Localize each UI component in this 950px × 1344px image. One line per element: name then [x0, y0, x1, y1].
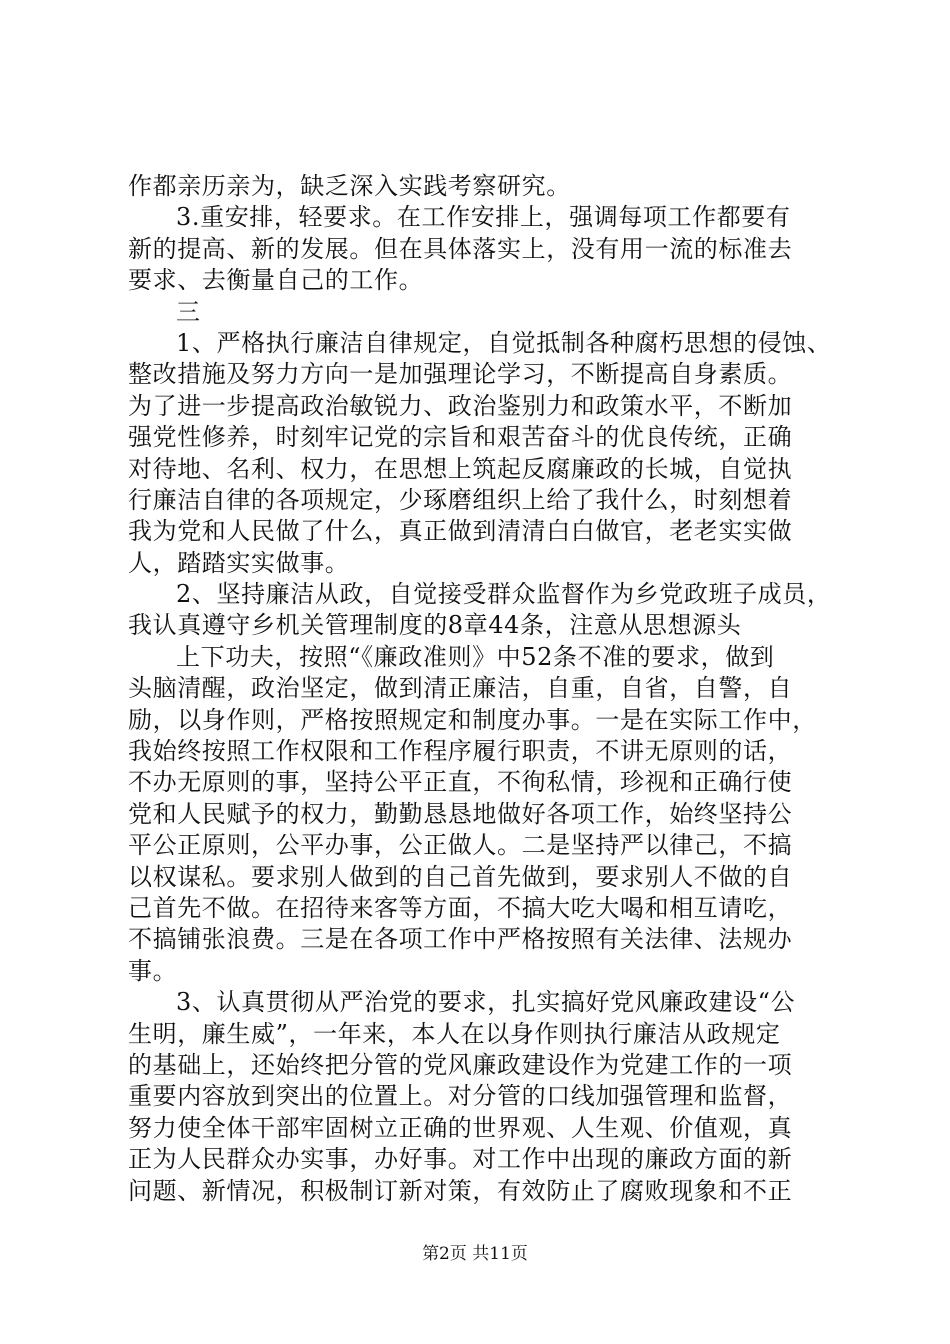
text-line: 1、严格执行廉洁自律规定，自觉抵制各种腐朽思想的侵蚀、: [176, 328, 832, 357]
text-line: 行廉洁自律的各项规定，少琢磨组织上给了我什么，时刻想着: [128, 485, 793, 514]
text-line: 我认真遵守乡机关管理制度的8章44条，注意从思想源头: [128, 611, 742, 640]
document-body: [128, 171, 858, 1207]
text-line: 问题、新情况，积极制订新对策，有效防止了腐败现象和不正: [128, 1176, 793, 1205]
text-line: 对待地、名利、权力，在思想上筑起反腐廉政的长城，自觉执: [128, 454, 793, 483]
text-line: 事。: [128, 956, 178, 985]
text-line: 新的提高、新的发展。但在具体落实上，没有用一流的标准去: [128, 234, 793, 263]
text-line: 励，以身作则，严格按照规定和制度办事。一是在实际工作中，: [128, 705, 817, 734]
text-line: 以权谋私。要求别人做到的自己首先做到，要求别人不做的自: [128, 862, 793, 891]
text-line: 为了进一步提高政治敏锐力、政治鉴别力和政策水平，不断加: [128, 391, 793, 420]
text-line: 3、认真贯彻从严治党的要求，扎实搞好党风廉政建设“公: [176, 988, 796, 1017]
text-line: 3.重安排，轻要求。在工作安排上，强调每项工作都要有: [176, 203, 791, 232]
text-line: 头脑清醒，政治坚定，做到清正廉洁，自重，自省，自警，自: [128, 674, 793, 703]
text-line: 的基础上，还始终把分管的党风廉政建设作为党建工作的一项: [128, 1050, 793, 1079]
text-line: 平公正原则，公平办事，公正做人。二是坚持严以律己，不搞: [128, 831, 793, 860]
text-line: 要求、去衡量自己的工作。: [128, 266, 424, 295]
text-line: 重要内容放到突出的位置上。对分管的口线加强管理和监督，: [128, 1082, 793, 1111]
text-line: 我为党和人民做了什么，真正做到清清白白做官，老老实实做: [128, 517, 793, 546]
text-line: 不办无原则的事，坚持公平正直，不徇私情，珍视和正确行使: [128, 768, 793, 797]
page-footer: 第2页 共11页: [422, 1244, 528, 1264]
text-line: 生明，廉生威”，一年来，本人在以身作则执行廉洁从政规定: [128, 1019, 781, 1048]
text-line: 三: [176, 297, 201, 326]
text-line: 整改措施及努力方向一是加强理论学习，不断提高自身素质。: [128, 360, 793, 389]
text-line: 努力使全体干部牢固树立正确的世界观、人生观、价值观，真: [128, 1113, 793, 1142]
text-line: 2、坚持廉洁从政，自觉接受群众监督作为乡党政班子成员，: [176, 580, 832, 609]
text-line: 不搞铺张浪费。三是在各项工作中严格按照有关法律、法规办: [128, 925, 793, 954]
text-line: 党和人民赋予的权力，勤勤恳恳地做好各项工作，始终坚持公: [128, 799, 793, 828]
text-line: 强党性修养，时刻牢记党的宗旨和艰苦奋斗的优良传统，正确: [128, 423, 793, 452]
text-line: 我始终按照工作权限和工作程序履行职责，不讲无原则的话，: [128, 737, 793, 766]
text-line: 人，踏踏实实做事。: [128, 548, 350, 577]
text-line: 作都亲历亲为，缺乏深入实践考察研究。: [128, 172, 571, 200]
text-line: 上下功夫，按照“《廉政准则》中52条不准的要求，做到: [176, 642, 775, 671]
text-line: 正为人民群众办实事，办好事。对工作中出现的廉政方面的新: [128, 1145, 793, 1174]
text-line: 己首先不做。在招待来客等方面，不搞大吃大喝和相互请吃，: [128, 893, 793, 922]
